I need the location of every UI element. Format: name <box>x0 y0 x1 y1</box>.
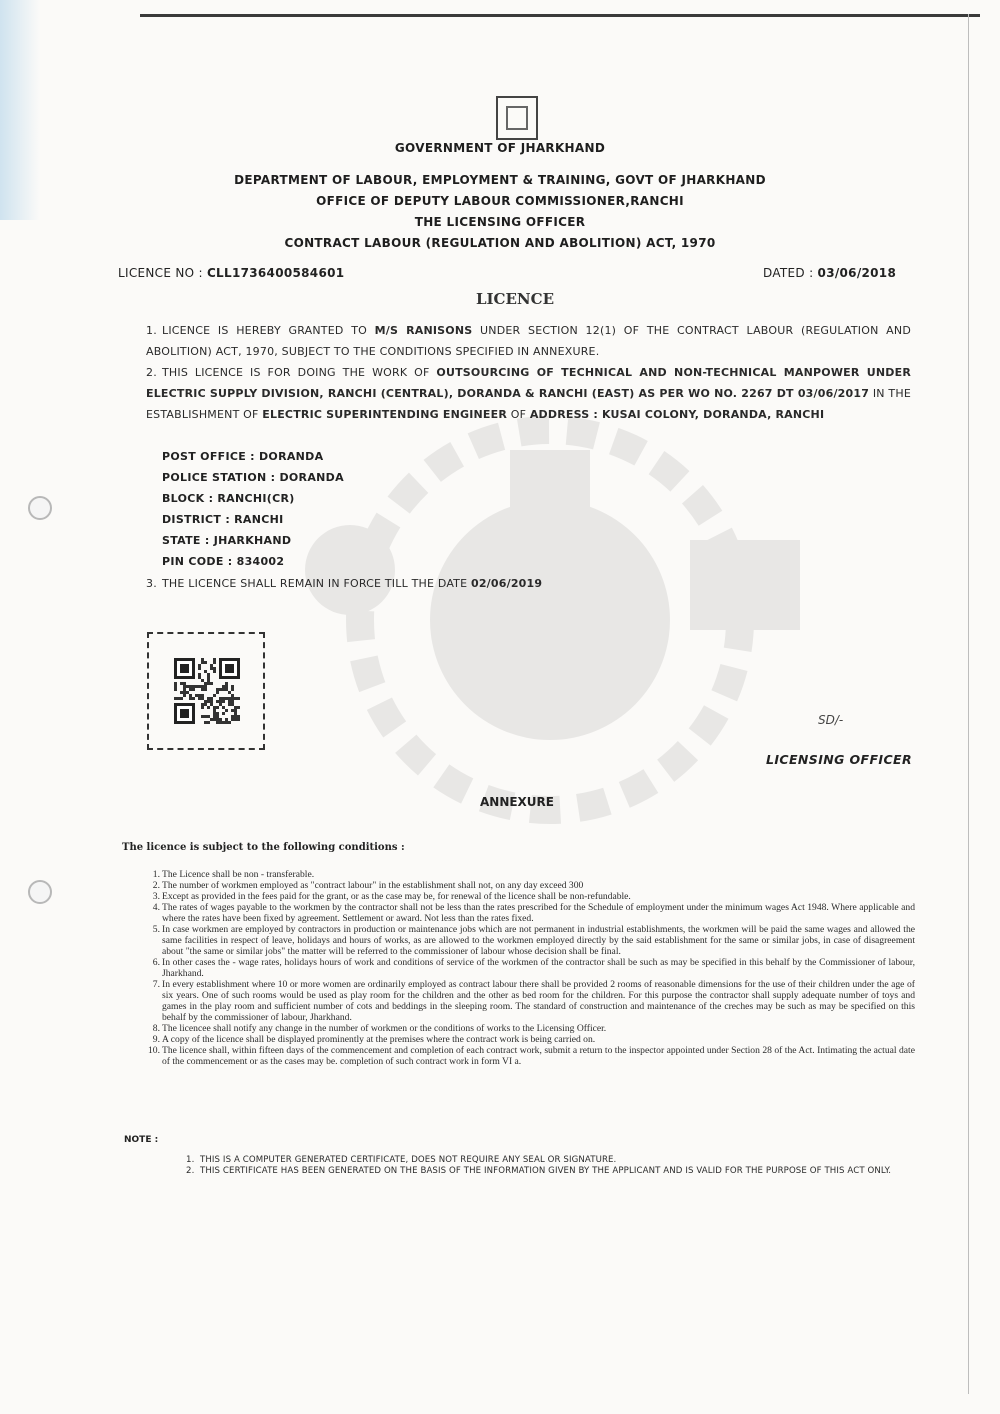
punch-hole-icon <box>28 880 52 904</box>
labour-department-watermark <box>290 410 810 830</box>
clause-number: 1. <box>146 324 157 337</box>
qr-code-icon <box>174 658 240 724</box>
clause-text: UNDER SECTION 12(1) OF THE CONTRACT LABOUR (REGULATION AND ABOLITION) ACT, 1970, SUBJECT TO THE CONDITIONS SPECIFIED IN ANNEXURE. <box>146 324 911 358</box>
note-list <box>186 1155 916 1177</box>
clause-3 <box>146 573 911 594</box>
licence-number-value: CLL1736400584601 <box>206 266 345 280</box>
signature-mark: SD/- <box>818 713 844 727</box>
note-text: THIS CERTIFICATE HAS BEEN GENERATED ON THE BASIS OF THE INFORMATION GIVEN BY THE APPLICANT AND IS VALID FOR THE PURPOSE OF THIS ACT ONLY. <box>200 1166 892 1176</box>
clause-1 <box>146 320 911 362</box>
condition-item <box>140 869 915 880</box>
note-number: 2. <box>186 1166 195 1176</box>
condition-number: 9. <box>152 1034 160 1045</box>
note-item <box>186 1155 916 1166</box>
licence-date-value: 03/06/2018 <box>817 266 897 280</box>
licence-date-label: DATED : <box>763 266 814 280</box>
punch-hole-icon <box>28 496 52 520</box>
clause-number: 3. <box>146 577 157 590</box>
licence-number <box>118 266 344 280</box>
block: BLOCK : RANCHI(CR) <box>162 492 295 505</box>
state-emblem-icon <box>496 96 538 140</box>
establishment-address: ADDRESS : KUSAI COLONY, DORANDA, RANCHI <box>529 408 825 421</box>
condition-number: 10. <box>148 1045 160 1056</box>
government-heading: GOVERNMENT OF JHARKHAND <box>394 141 606 155</box>
top-rule <box>140 14 980 17</box>
annexure-title: ANNEXURE <box>479 795 554 809</box>
condition-number: 8. <box>152 1023 160 1034</box>
note-text: THIS IS A COMPUTER GENERATED CERTIFICATE, DOES NOT REQUIRE ANY SEAL OR SIGNATURE. <box>200 1155 617 1165</box>
clause-text: IN THE ESTABLISHMENT OF <box>146 387 911 421</box>
condition-text: The rates of wages payable to the workmen by the contractor shall not be less than the rates prescribed for the Schedule of employment under the minimum wages Act 1948. Where applicable and where the rates have been fixed by agreement. Settlement or award. Not less than the rates fixed. <box>162 902 915 924</box>
condition-text: In other cases the - wage rates, holidays hours of work and conditions of service of the workmen of the contractor shall be such as may be specified in this behalf by the Commissioner of labour, Jharkhand. <box>162 957 915 979</box>
office-heading: OFFICE OF DEPUTY LABOUR COMMISSIONER,RANCHI <box>316 194 684 208</box>
condition-item <box>140 902 915 924</box>
clause-text: OF <box>510 408 527 421</box>
condition-text: The number of workmen employed as "contract labour" in the establishment shall not, on any day exceed 300 <box>162 880 584 891</box>
clause-2 <box>146 362 911 425</box>
conditions-heading: The licence is subject to the following conditions : <box>122 842 405 853</box>
clause-number: 2. <box>146 366 157 379</box>
condition-item <box>140 1034 915 1045</box>
condition-number: 4. <box>152 902 160 913</box>
condition-number: 2. <box>152 880 160 891</box>
note-number: 1. <box>186 1155 195 1165</box>
pin-code: PIN CODE : 834002 <box>162 555 285 568</box>
condition-text: Except as provided in the fees paid for the grant, or as the case may be, for renewal of the licence shall be non-refundable. <box>162 891 631 902</box>
condition-text: The Licence shall be non - transferable. <box>162 869 315 880</box>
condition-number: 6. <box>152 957 160 968</box>
licensee-name: M/S RANISONS <box>374 324 473 337</box>
condition-number: 3. <box>152 891 160 902</box>
police-station: POLICE STATION : DORANDA <box>162 471 344 484</box>
licensing-officer-label: LICENSING OFFICER <box>766 752 913 767</box>
conditions-list <box>140 869 915 1067</box>
condition-text: The licencee shall notify any change in the number of workmen or the conditions of works to the Licensing Officer. <box>162 1023 607 1034</box>
condition-item <box>140 1023 915 1034</box>
licence-date <box>763 266 896 280</box>
officer-heading: THE LICENSING OFFICER <box>414 215 586 229</box>
validity-date: 02/06/2019 <box>470 577 543 590</box>
clause-text: THIS LICENCE IS FOR DOING THE WORK OF <box>162 366 430 379</box>
condition-item <box>140 924 915 957</box>
act-heading: CONTRACT LABOUR (REGULATION AND ABOLITION) ACT, 1970 <box>284 236 716 250</box>
condition-number: 7. <box>152 979 160 990</box>
condition-text: The licence shall, within fifteen days of the commencement and completion of each contract work, submit a return to the inspector appointed under Section 28 of the Act. Intimating the actual date of the commencement or as the cases may be. completion of such contract work in form VI a. <box>162 1045 915 1067</box>
district: DISTRICT : RANCHI <box>162 513 284 526</box>
note-item <box>186 1166 916 1177</box>
condition-text: A copy of the licence shall be displayed prominently at the premises where the contract work is being carried on. <box>162 1034 596 1045</box>
note-label: NOTE : <box>124 1135 159 1145</box>
condition-number: 5. <box>152 924 160 935</box>
licence-number-label: LICENCE NO : <box>118 266 203 280</box>
condition-item <box>140 979 915 1023</box>
condition-text: In every establishment where 10 or more women are ordinarily employed as contract labour there shall be provided 2 rooms of reasonable dimensions for the use of their children under the age of six years. One of such rooms would be used as play room for the children and the other as bed room for the children. For this purpose the contractor shall supply adequate number of toys and games in the play room and sufficient number of cots and beddings in the sleeping room. The standard of construction and maintenance of the creches may be such as may be specified on this behalf by the commissioner of labour, Jharkhand. <box>162 979 915 1023</box>
clause-text: THE LICENCE SHALL REMAIN IN FORCE TILL THE DATE <box>162 577 468 590</box>
licence-title: LICENCE <box>475 290 555 308</box>
qr-code-frame <box>147 632 265 750</box>
condition-item <box>140 891 915 902</box>
condition-item <box>140 1045 915 1067</box>
work-description: OUTSOURCING OF TECHNICAL AND NON-TECHNICAL MANPOWER UNDER ELECTRIC SUPPLY DIVISION, RANCHI (CENTRAL), DORANDA & RANCHI (EAST) AS PER WO NO. 2267 DT 03/06/2017 <box>146 366 912 400</box>
post-office: POST OFFICE : DORANDA <box>162 450 324 463</box>
condition-item <box>140 880 915 891</box>
clause-text: LICENCE IS HEREBY GRANTED TO <box>162 324 367 337</box>
establishment-name: ELECTRIC SUPERINTENDING ENGINEER <box>262 408 508 421</box>
condition-item <box>140 957 915 979</box>
condition-text: In case workmen are employed by contractors in production or maintenance jobs which are not permanent in industrial establishments, the workmen will be paid the same wages and allowed the same facilities in respect of leave, holidays and hours of works, as are allowed to the workmen employed directly by the said establishment for the same or similar jobs, in case of disagreement about "the same or similar jobs" the matter will be referred to the commissioner of labour whose decision shall be final. <box>162 924 915 957</box>
condition-number: 1. <box>152 869 160 880</box>
state: STATE : JHARKHAND <box>162 534 292 547</box>
department-heading: DEPARTMENT OF LABOUR, EMPLOYMENT & TRAINING, GOVT OF JHARKHAND <box>234 173 766 187</box>
scan-smudge <box>0 0 40 220</box>
